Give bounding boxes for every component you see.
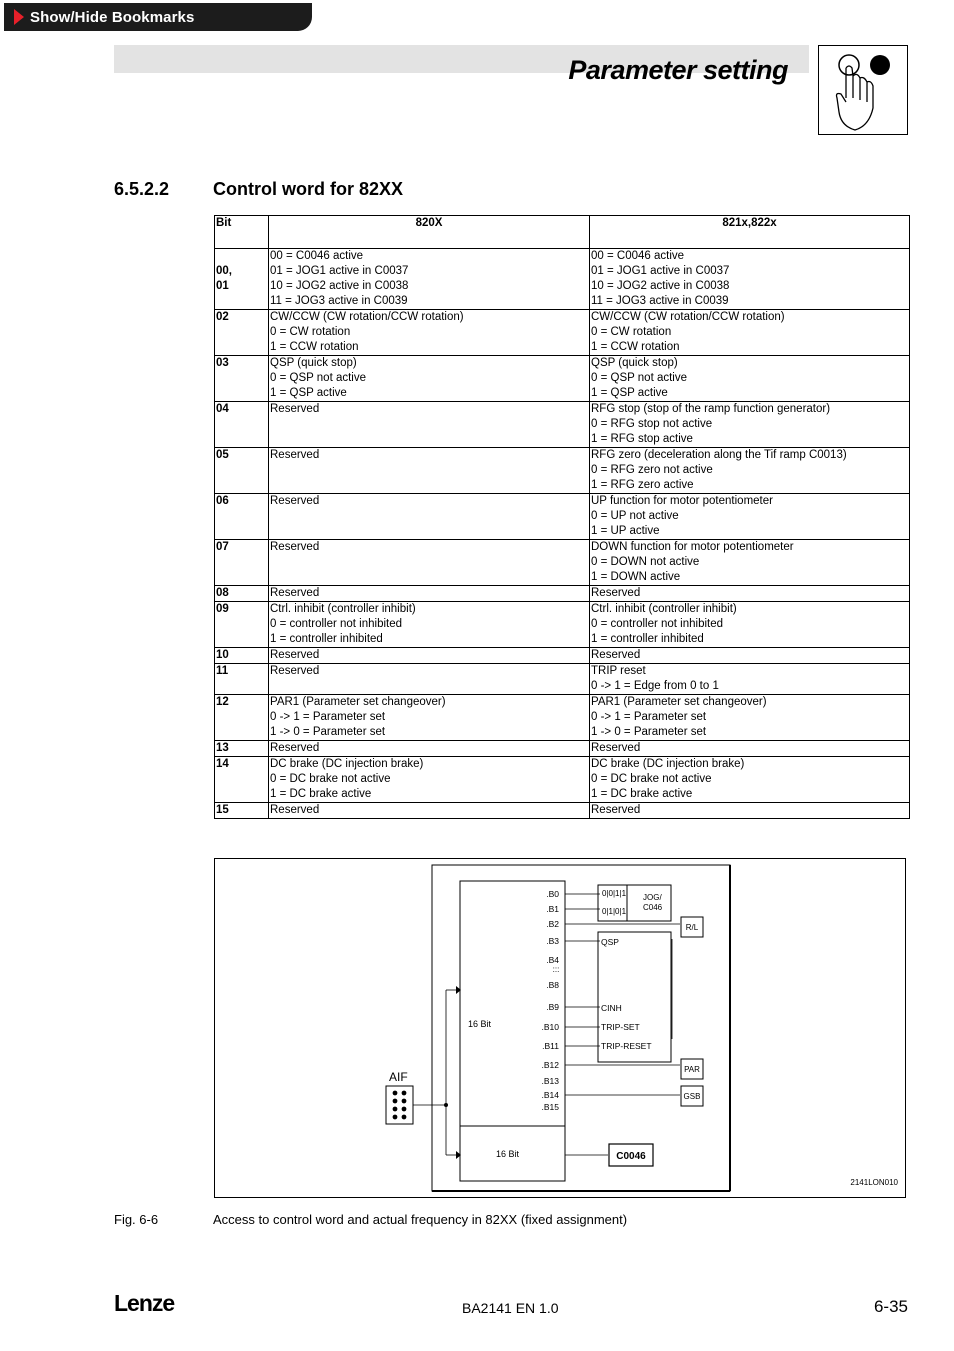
bit-label: .B10 <box>541 1022 559 1032</box>
cell-820x <box>269 648 590 664</box>
jog-matrix-row-2: 0|1|0|1 <box>602 907 627 916</box>
cell-line: 0 = DOWN not active <box>591 556 700 568</box>
cell-line <box>216 249 267 264</box>
table-row <box>215 602 910 648</box>
cell-line: 0 = QSP not active <box>270 372 366 384</box>
bits-label: 16 Bit <box>468 1019 492 1029</box>
bit <box>215 757 269 803</box>
cell-line: 0 = DC brake not active <box>270 773 391 785</box>
cell-line: PAR1 (Parameter set changeover) <box>591 696 767 708</box>
cell-line: Reserved <box>270 449 320 461</box>
table-row <box>215 249 910 310</box>
cell-line: Reserved <box>270 495 320 507</box>
cell-820x <box>269 586 590 602</box>
jog-matrix-row-1: 0|0|1|1 <box>602 889 627 898</box>
cell-line: RFG stop (stop of the ramp function generator) <box>591 403 831 415</box>
bit <box>215 356 269 402</box>
cell-line: Reserved <box>270 587 320 599</box>
table-row <box>215 648 910 664</box>
cell-line: 0 = UP not active <box>591 510 679 522</box>
cell-line: PAR1 (Parameter set changeover) <box>270 696 446 708</box>
cell-line: 0 -> 1 = Parameter set <box>270 711 386 723</box>
cell-line: 1 = controller inhibited <box>270 633 383 645</box>
bit-label: .B9 <box>546 1002 559 1012</box>
cell-line: 1 = controller inhibited <box>591 633 704 645</box>
bit <box>215 741 269 757</box>
cell-820x <box>269 757 590 803</box>
cell-line: 11 = JOG3 active in C0039 <box>270 295 408 307</box>
table-row <box>215 803 910 819</box>
bookmarks-label: Show/Hide Bookmarks <box>30 8 195 26</box>
cell-line: Ctrl. inhibit (controller inhibit) <box>591 603 737 615</box>
bit-label: .B11 <box>542 1041 559 1051</box>
cell-line: 15 <box>216 804 229 816</box>
cell-820x <box>269 494 590 540</box>
cell-821x <box>590 494 910 540</box>
cell-821x <box>590 602 910 648</box>
cell-line: TRIP reset <box>591 665 646 677</box>
cell-821x <box>590 448 910 494</box>
bit <box>215 249 269 310</box>
cell-821x <box>590 540 910 586</box>
cell-line: Reserved <box>270 403 320 415</box>
cell-line: 08 <box>216 587 229 599</box>
cell-line: Reserved <box>270 665 320 677</box>
cell-line: DC brake (DC injection brake) <box>591 758 745 770</box>
figure-code: 2141LON010 <box>850 1178 898 1187</box>
cell-line: CW/CCW (CW rotation/CCW rotation) <box>591 311 785 323</box>
cell-line: 1 = UP active <box>591 525 660 537</box>
rl-label: R/L <box>685 923 699 932</box>
cell-821x <box>590 757 910 803</box>
cell-line: UP function for motor potentiometer <box>591 495 773 507</box>
cell-820x <box>269 448 590 494</box>
table-row <box>215 586 910 602</box>
cell-line: 13 <box>216 742 229 754</box>
cell-line: 0 = RFG zero not active <box>591 464 713 476</box>
cell-820x <box>269 540 590 586</box>
jog-label-1: JOG/ <box>643 893 662 902</box>
cell-line: 11 <box>216 665 229 677</box>
bit-label: .B15 <box>541 1102 559 1112</box>
qsp-label: QSP <box>601 937 619 947</box>
bit-label: .B8 <box>546 980 559 990</box>
header-821x: 821x,822x <box>590 216 910 249</box>
cell-line: 01 <box>216 280 229 292</box>
cell-821x <box>590 356 910 402</box>
cell-line: 02 <box>216 311 229 323</box>
table-row <box>215 695 910 741</box>
cell-line: CW/CCW (CW rotation/CCW rotation) <box>270 311 464 323</box>
bit-label: .B12 <box>541 1060 559 1070</box>
cell-820x <box>269 695 590 741</box>
bit-label: .B4 <box>546 955 559 965</box>
cell-line: 0 -> 1 = Edge from 0 to 1 <box>591 680 719 692</box>
bit-ellipsis: ::: <box>552 965 560 974</box>
table-row <box>215 540 910 586</box>
bit <box>215 803 269 819</box>
cell-line: 09 <box>216 603 229 615</box>
aif-label: AIF <box>389 1070 408 1084</box>
cell-line: 00, <box>216 265 232 277</box>
cell-line: 00 = C0046 active <box>270 250 364 262</box>
section-number: 6.5.2.2 <box>114 179 170 199</box>
bit <box>215 664 269 695</box>
bit-label: .B3 <box>546 936 559 946</box>
cell-line: 11 = JOG3 active in C0039 <box>591 295 729 307</box>
bit <box>215 494 269 540</box>
cell-line: 0 = RFG stop not active <box>591 418 713 430</box>
cell-line: Reserved <box>591 649 641 661</box>
cell-820x <box>269 664 590 695</box>
table-row <box>215 741 910 757</box>
cell-821x <box>590 586 910 602</box>
cell-line: 00 = C0046 active <box>591 250 685 262</box>
cell-line: RFG zero (deceleration along the Tif ramp C0013) <box>591 449 847 461</box>
header-820x: 820X <box>269 216 590 249</box>
cell-line: 0 = QSP not active <box>591 372 687 384</box>
bit <box>215 540 269 586</box>
cell-line: 1 = DOWN active <box>591 571 681 583</box>
bit <box>215 402 269 448</box>
cell-line: 07 <box>216 541 229 553</box>
cell-line: 0 = controller not inhibited <box>591 618 724 630</box>
cell-line: 10 = JOG2 active in C0038 <box>270 280 409 292</box>
cell-line: 12 <box>216 696 229 708</box>
cell-line: 1 -> 0 = Parameter set <box>591 726 707 738</box>
cinh-label: CINH <box>601 1003 622 1013</box>
trip-set-label: TRIP-SET <box>601 1022 640 1032</box>
header-bit: Bit <box>215 216 269 249</box>
cell-820x <box>269 803 590 819</box>
cell-821x <box>590 249 910 310</box>
cell-line: 1 = CCW rotation <box>270 341 359 353</box>
cell-821x <box>590 803 910 819</box>
cell-line: Reserved <box>591 587 641 599</box>
cell-820x <box>269 741 590 757</box>
bit-label: .B2 <box>546 919 559 929</box>
table-row <box>215 402 910 448</box>
table-row <box>215 664 910 695</box>
cell-line: 0 = CW rotation <box>270 326 351 338</box>
figure-diagram <box>214 858 906 1198</box>
cell-line: 14 <box>216 758 229 770</box>
cell-line: 01 = JOG1 active in C0037 <box>270 265 409 277</box>
cell-821x <box>590 664 910 695</box>
cell-line: 0 = DC brake not active <box>591 773 712 785</box>
cell-line: DOWN function for motor potentiometer <box>591 541 794 553</box>
cell-line: Reserved <box>270 541 320 553</box>
cell-line: 06 <box>216 495 229 507</box>
cell-line: 05 <box>216 449 229 461</box>
bit-labels <box>542 889 560 1112</box>
bit-label: .B13 <box>541 1076 559 1086</box>
document-id: BA2141 EN 1.0 <box>462 1300 559 1316</box>
cell-line: 01 = JOG1 active in C0037 <box>591 265 730 277</box>
cell-line: 1 = RFG stop active <box>591 433 693 445</box>
bit <box>215 586 269 602</box>
aif-connector-icon <box>393 1091 407 1120</box>
cell-820x <box>269 402 590 448</box>
bit <box>215 695 269 741</box>
cell-line: 1 = QSP active <box>591 387 668 399</box>
cell-821x <box>590 741 910 757</box>
table-row <box>215 448 910 494</box>
bit <box>215 448 269 494</box>
jog-label-2: C046 <box>643 903 663 912</box>
cell-line: 1 = DC brake active <box>591 788 693 800</box>
cell-line: QSP (quick stop) <box>270 357 357 369</box>
cell-line: 03 <box>216 357 229 369</box>
figure-caption-number: Fig. 6-6 <box>114 1212 159 1227</box>
table-row <box>215 494 910 540</box>
triangle-right-icon <box>14 9 24 25</box>
page-number: 6-35 <box>873 1297 908 1316</box>
cell-line: 0 = controller not inhibited <box>270 618 403 630</box>
cell-line: Ctrl. inhibit (controller inhibit) <box>270 603 416 615</box>
bit <box>215 648 269 664</box>
cell-821x <box>590 402 910 448</box>
cell-line: 10 = JOG2 active in C0038 <box>591 280 730 292</box>
section-title: Control word for 82XX <box>213 179 404 199</box>
hand-keypad-icon <box>818 45 908 135</box>
cell-821x <box>590 648 910 664</box>
par-label: PAR <box>684 1065 700 1074</box>
table-row <box>215 757 910 803</box>
cell-line: QSP (quick stop) <box>591 357 678 369</box>
cell-line: 1 = RFG zero active <box>591 479 694 491</box>
cell-line: Reserved <box>270 804 320 816</box>
cell-821x <box>590 310 910 356</box>
bit-label: .B0 <box>546 889 559 899</box>
cell-821x <box>590 695 910 741</box>
table-row <box>215 310 910 356</box>
control-word-table <box>214 215 910 819</box>
page-title: Parameter setting <box>568 55 788 85</box>
cell-line: Reserved <box>270 742 320 754</box>
cell-820x <box>269 249 590 310</box>
cell-line: 1 -> 0 = Parameter set <box>270 726 386 738</box>
cell-line: DC brake (DC injection brake) <box>270 758 424 770</box>
table-row <box>215 356 910 402</box>
cell-line: 04 <box>216 403 229 415</box>
bit-label: .B14 <box>541 1090 559 1100</box>
cell-line: 0 = CW rotation <box>591 326 672 338</box>
lenze-logo: Lenze <box>114 1290 175 1316</box>
cell-line: 1 = QSP active <box>270 387 347 399</box>
cell-820x <box>269 602 590 648</box>
table-header-row <box>215 216 910 249</box>
c0046-label: C0046 <box>616 1151 646 1162</box>
figure-caption-text: Access to control word and actual frequency in 82XX (fixed assignment) <box>213 1212 628 1227</box>
cell-line: 10 <box>216 649 229 661</box>
trip-reset-label: TRIP-RESET <box>601 1041 652 1051</box>
cell-820x <box>269 310 590 356</box>
bit <box>215 602 269 648</box>
bits-label-2: 16 Bit <box>496 1149 520 1159</box>
bit <box>215 310 269 356</box>
cell-line: 0 -> 1 = Parameter set <box>591 711 707 723</box>
bit-label: .B1 <box>546 904 559 914</box>
cell-line: Reserved <box>270 649 320 661</box>
cell-820x <box>269 356 590 402</box>
cell-line: 1 = DC brake active <box>270 788 372 800</box>
gsb-label: GSB <box>683 1092 701 1101</box>
show-hide-bookmarks-button[interactable] <box>4 3 312 31</box>
cell-line: Reserved <box>591 804 641 816</box>
cell-line: 1 = CCW rotation <box>591 341 680 353</box>
cell-line: Reserved <box>591 742 641 754</box>
